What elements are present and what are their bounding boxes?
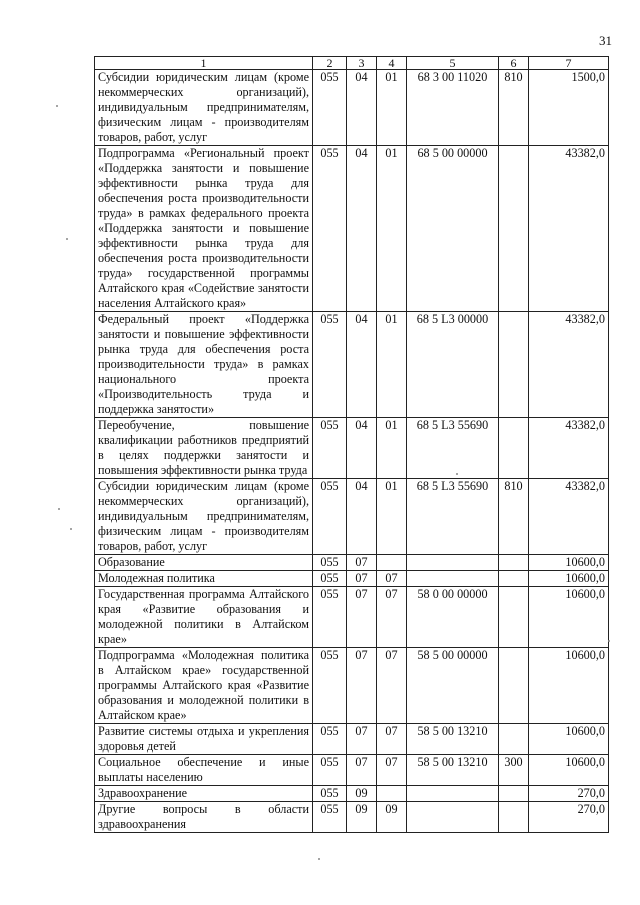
subsection-code: 01 bbox=[377, 479, 407, 555]
column-header: 6 bbox=[499, 57, 529, 70]
expense-type-code bbox=[499, 555, 529, 571]
amount: 43382,0 bbox=[529, 418, 609, 479]
amount: 10600,0 bbox=[529, 724, 609, 755]
section-code: 07 bbox=[347, 755, 377, 786]
scan-speck bbox=[66, 238, 68, 240]
amount: 43382,0 bbox=[529, 479, 609, 555]
table-row bbox=[95, 648, 609, 724]
section-code: 07 bbox=[347, 571, 377, 587]
page-number: 31 bbox=[599, 33, 612, 48]
expense-type-code: 300 bbox=[499, 755, 529, 786]
subsection-code: 01 bbox=[377, 70, 407, 146]
subsection-code: 07 bbox=[377, 648, 407, 724]
subsection-code: 07 bbox=[377, 724, 407, 755]
table-row bbox=[95, 786, 609, 802]
column-header: 2 bbox=[313, 57, 347, 70]
amount: 10600,0 bbox=[529, 571, 609, 587]
section-code: 07 bbox=[347, 648, 377, 724]
amount: 10600,0 bbox=[529, 587, 609, 648]
ministry-code: 055 bbox=[313, 786, 347, 802]
ministry-code: 055 bbox=[313, 802, 347, 833]
subsection-code bbox=[377, 555, 407, 571]
subsection-code: 01 bbox=[377, 146, 407, 312]
subsection-code: 07 bbox=[377, 587, 407, 648]
table-row bbox=[95, 571, 609, 587]
table-header-row bbox=[95, 57, 609, 70]
section-code: 09 bbox=[347, 802, 377, 833]
expense-type-code bbox=[499, 786, 529, 802]
target-article-code: 58 5 00 00000 bbox=[407, 648, 499, 724]
target-article-code: 68 5 00 00000 bbox=[407, 146, 499, 312]
subsection-code: 09 bbox=[377, 802, 407, 833]
expense-type-code bbox=[499, 648, 529, 724]
section-code: 04 bbox=[347, 479, 377, 555]
column-header: 7 bbox=[529, 57, 609, 70]
ministry-code: 055 bbox=[313, 648, 347, 724]
ministry-code: 055 bbox=[313, 755, 347, 786]
target-article-code bbox=[407, 555, 499, 571]
section-code: 07 bbox=[347, 724, 377, 755]
ministry-code: 055 bbox=[313, 479, 347, 555]
amount: 43382,0 bbox=[529, 312, 609, 418]
target-article-code: 68 3 00 11020 bbox=[407, 70, 499, 146]
scan-speck bbox=[318, 858, 320, 860]
table-row bbox=[95, 418, 609, 479]
section-code: 04 bbox=[347, 70, 377, 146]
expense-type-code bbox=[499, 571, 529, 587]
table-row bbox=[95, 555, 609, 571]
subsection-code bbox=[377, 786, 407, 802]
section-code: 07 bbox=[347, 555, 377, 571]
amount: 10600,0 bbox=[529, 755, 609, 786]
expense-type-code bbox=[499, 418, 529, 479]
table-row bbox=[95, 70, 609, 146]
section-code: 04 bbox=[347, 418, 377, 479]
row-name: Государственная программа Алтайского края «Развитие образования и молодежной политики в Алтайском крае» bbox=[95, 587, 313, 648]
amount: 1500,0 bbox=[529, 70, 609, 146]
row-name: Социальное обеспечение и иные выплаты населению bbox=[95, 755, 313, 786]
ministry-code: 055 bbox=[313, 312, 347, 418]
scan-speck bbox=[70, 528, 72, 530]
subsection-code: 01 bbox=[377, 418, 407, 479]
ministry-code: 055 bbox=[313, 555, 347, 571]
section-code: 09 bbox=[347, 786, 377, 802]
ministry-code: 055 bbox=[313, 70, 347, 146]
ministry-code: 055 bbox=[313, 571, 347, 587]
expense-type-code bbox=[499, 146, 529, 312]
section-code: 04 bbox=[347, 312, 377, 418]
table-row bbox=[95, 724, 609, 755]
expense-type-code bbox=[499, 724, 529, 755]
column-header: 4 bbox=[377, 57, 407, 70]
amount: 270,0 bbox=[529, 802, 609, 833]
table-row bbox=[95, 587, 609, 648]
scan-speck bbox=[56, 105, 58, 107]
target-article-code: 58 5 00 13210 bbox=[407, 755, 499, 786]
subsection-code: 01 bbox=[377, 312, 407, 418]
row-name: Другие вопросы в области здравоохранения bbox=[95, 802, 313, 833]
row-name: Подпрограмма «Региональный проект «Поддержка занятости и повышение эффективности рынка труда для обеспечения роста производительности труда» в рамках федерального проекта «Поддержка занятости и повышение эффективности рынка труда для обеспечения роста производительности труда» государственной программы Алтайского края «Содействие занятости населения Алтайского края» bbox=[95, 146, 313, 312]
row-name: Здравоохранение bbox=[95, 786, 313, 802]
column-header: 1 bbox=[95, 57, 313, 70]
row-name: Образование bbox=[95, 555, 313, 571]
section-code: 04 bbox=[347, 146, 377, 312]
subsection-code: 07 bbox=[377, 571, 407, 587]
expense-type-code: 810 bbox=[499, 479, 529, 555]
expense-type-code bbox=[499, 312, 529, 418]
amount: 10600,0 bbox=[529, 555, 609, 571]
ministry-code: 055 bbox=[313, 418, 347, 479]
row-name: Подпрограмма «Молодежная политика в Алтайском крае» государственной программы Алтайского края «Развитие образования и молодежной политики в Алтайском крае» bbox=[95, 648, 313, 724]
table-row bbox=[95, 802, 609, 833]
target-article-code: 68 5 L3 55690 bbox=[407, 418, 499, 479]
table-row bbox=[95, 755, 609, 786]
scan-speck bbox=[608, 640, 610, 642]
expense-type-code bbox=[499, 802, 529, 833]
target-article-code: 58 0 00 00000 bbox=[407, 587, 499, 648]
subsection-code: 07 bbox=[377, 755, 407, 786]
scan-speck bbox=[58, 508, 60, 510]
expense-type-code bbox=[499, 587, 529, 648]
row-name: Развитие системы отдыха и укрепления здоровья детей bbox=[95, 724, 313, 755]
budget-table bbox=[94, 56, 609, 833]
target-article-code bbox=[407, 802, 499, 833]
column-header: 5 bbox=[407, 57, 499, 70]
target-article-code: 58 5 00 13210 bbox=[407, 724, 499, 755]
amount: 43382,0 bbox=[529, 146, 609, 312]
target-article-code bbox=[407, 571, 499, 587]
row-name: Субсидии юридическим лицам (кроме некоммерческих организаций), индивидуальным предпринимателям, физическим лицам - производителям товаров, работ, услуг bbox=[95, 70, 313, 146]
target-article-code: 68 5 L3 55690 bbox=[407, 479, 499, 555]
target-article-code: 68 5 L3 00000 bbox=[407, 312, 499, 418]
scan-speck bbox=[456, 473, 458, 475]
row-name: Федеральный проект «Поддержка занятости и повышение эффективности рынка труда для обеспечения роста производительности труда» в рамках национального проекта «Производительность труда и поддержка занятости» bbox=[95, 312, 313, 418]
row-name: Молодежная политика bbox=[95, 571, 313, 587]
column-header: 3 bbox=[347, 57, 377, 70]
row-name: Субсидии юридическим лицам (кроме некоммерческих организаций), индивидуальным предпринимателям, физическим лицам - производителям товаров, работ, услуг bbox=[95, 479, 313, 555]
amount: 270,0 bbox=[529, 786, 609, 802]
row-name: Переобучение, повышение квалификации работников предприятий в целях поддержки занятости и повышения эффективности рынка труда bbox=[95, 418, 313, 479]
ministry-code: 055 bbox=[313, 724, 347, 755]
table-row bbox=[95, 479, 609, 555]
expense-type-code: 810 bbox=[499, 70, 529, 146]
amount: 10600,0 bbox=[529, 648, 609, 724]
section-code: 07 bbox=[347, 587, 377, 648]
ministry-code: 055 bbox=[313, 587, 347, 648]
table-row bbox=[95, 146, 609, 312]
target-article-code bbox=[407, 786, 499, 802]
ministry-code: 055 bbox=[313, 146, 347, 312]
table-row bbox=[95, 312, 609, 418]
